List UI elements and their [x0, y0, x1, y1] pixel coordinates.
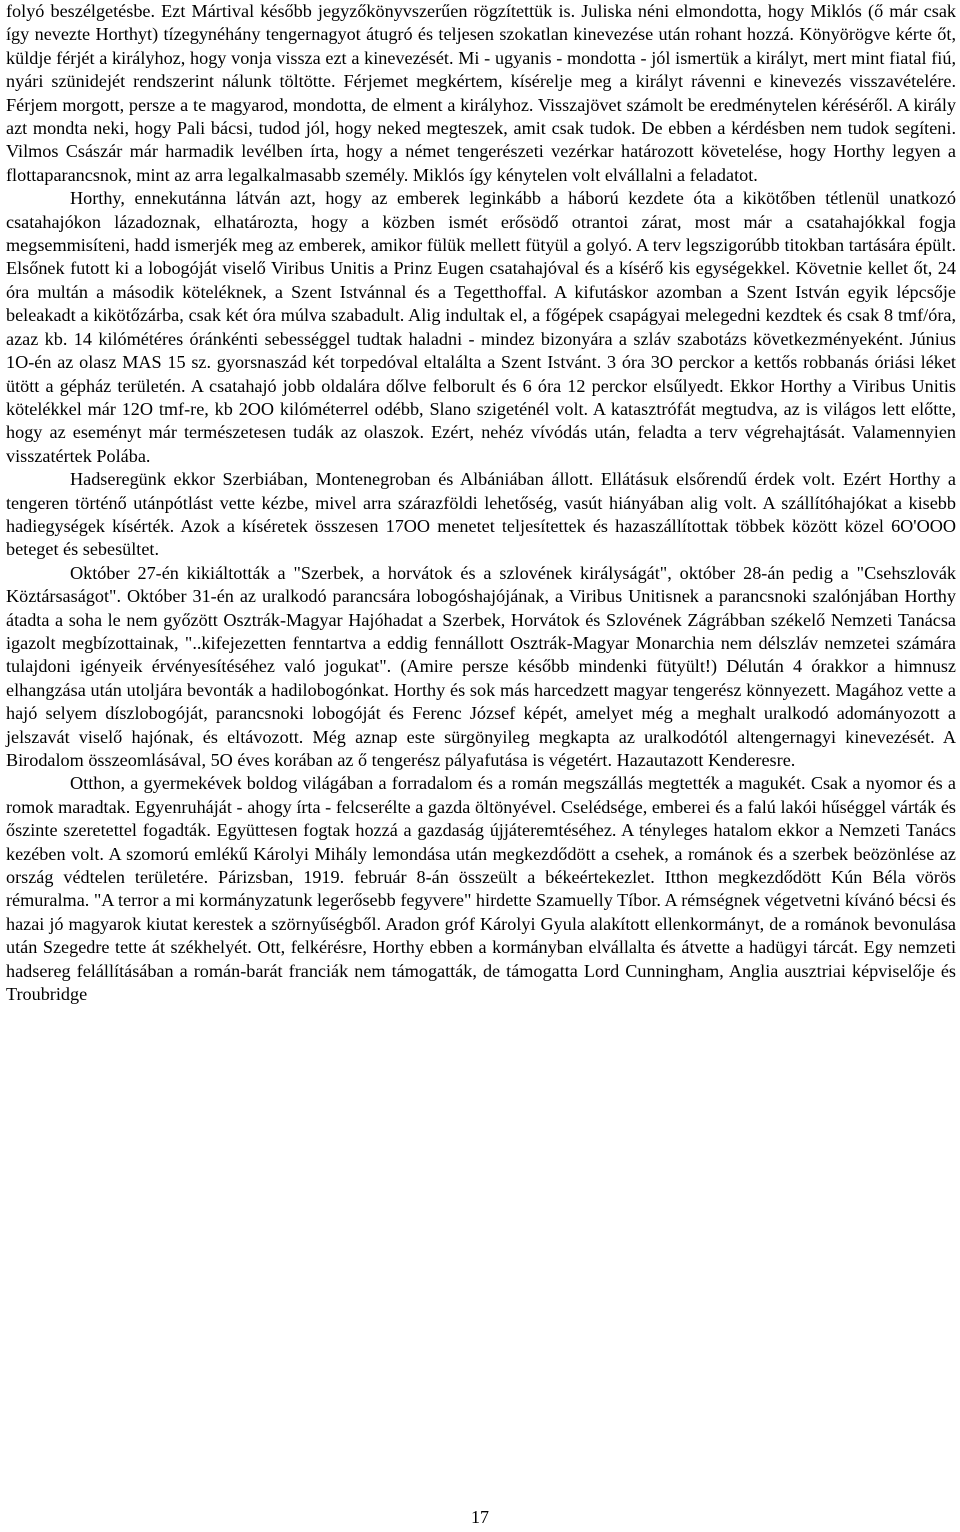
paragraph-3: Hadseregünk ekkor Szerbiában, Montenegroban és Albániában állott. Ellátásuk elsőrendű érdek volt. Ezért Horthy a tengeren történő utánpótlást vette kézbe, mivel arra szárazföldi lehetőség, vasút hiányában alig volt. A szállítóhajókat a kisebb hadiegységek kísérték. Azok a kíséretek összesen 17OO menetet teljesítettek és hazaszállítottak többek között közel 6O'OOO beteget és sebesültet.	[6, 469, 956, 560]
paragraph-2: Horthy, ennekutánna látván azt, hogy az emberek leginkább a háború kezdete óta a kikötőben tétlenül unatkozó csatahajókon lázadoznak, elhatározta, hogy a közben ismét erősödő otrantoi zárat, most már a csatahajókkal fogja megsemmisíteni, hadd ismerjék meg az emberek, amikor fülük mellett fütyül a golyó. A terv legszigorúbb titokban tartására épült. Elsőnek futott ki a lobogóját viselő Viribus Unitis a Prinz Eugen csatahajóval és a kísérő kis egységekkel. Követnie kellet őt, 24 óra multán a második köteléknek, a Szent Istvánnal és a Tegetthoffal. A kifutáskor azomban a Szent István egyik lépcsője beleakadt a kikötőzárba, csak két óra múlva szabadult. Alig indultak el, a főgépek csapágyai melegedni kezdtek és csak 8 tmf/óra, azaz kb. 14 kilómétéres óránkénti sebességgel tudtak haladni - mindez bizonyára a szláv szabotázs következményeként. Június 1O-én az olasz MAS 15 sz. gyorsnaszád két torpedóval eltalálta a Szent Istvánt. 3 óra 3O perckor a kettős robbanás óriási léket ütött a gépház területén. A csatahajó jobb oldalára dőlve felborult és 6 óra 12 perckor elsűlyedt. Ekkor Horthy a Viribus Unitis kötelékkel már 12O tmf-re, kb 2OO kilóméterrel odébb, Slano szigeténél volt. A katasztrófát megtudva, az is világos lett előtte, hogy az eseményt már természetesen tudák az olaszok. Ezért, nehéz vívódás után, feladta a terv végrehajtását. Valamennyien visszatértek Polába.	[6, 188, 956, 466]
paragraph-4: Október 27-én kikiáltották a "Szerbek, a horvátok és a szlovének királyságát", október 28-án pedig a "Csehszlovák Köztársaságot". Október 31-én az uralkodó parancsára lobogóshajójának, a Viribus Unitisnek a parancsnoki szalónjában Horthy átadta a soha le nem győzött Osztrák-Magyar Hajóhadat a Szerbek, Horvátok és Szlovének Zágrábban székelő Nemzeti Tanácsa igazolt megbízottainak, "..kifejezetten fenntartva a eddig fennállott Osztrák-Magyar Monarchia nem délszláv nemzetei számára tulajdoni igényeik érvényesítéséhez való jogukat". (Amire persze később mindenki fütyült!) Délután 4 órakkor a himnusz elhangzása után utoljára bevonták a hadilobogónkat. Horthy és sok más harcedzett magyar tengerész könnyezett. Magához vette a hajó selyem díszlobogóját, parancsnoki lobogóját és Ferenc József képét, amelyet még a meghalt uralkodó adományozott a jelszavát viselő hajónak, és eltávozott. Még aznap este sürgönyileg megkapta az uralkodótól altengernagyi kinevezését. A Birodalom összeomlásával, 5O éves korában az ő tengerész pályafutása is végetért. Hazautazott Kenderesre.	[6, 562, 956, 770]
paragraph-1: folyó beszélgetésbe. Ezt Mártival később jegyzőkönyvszerűen rögzítettük is. Juliska néni elmondotta, hogy Miklós (ő már csak így nevezte Horthyt) tízegynéhány tengernagyot átugró és teljesen szokatlan kinevezése után rohant hozzá. Könyörögve kérte őt, küldje férjét a királyhoz, hogy vonja vissza ezt a kinevezését. Mi - ugyanis - mondotta - jól ismertük a királyt, mert mint fiatal fiú, nyári szünidejét rendszerint nálunk töltötte. Férjemet megkértem, kísérelje meg a királyt rávenni e kinevezés visszavételére. Férjem morgott, persze a te magyarod, mondotta, de elment a királyhoz. Visszajövet számolt be eredménytelen kéréséről. A király azt mondta neki, hogy Pali bácsi, tudod jól, hogy neked megteszek, amit csak tudok. De ebben a kérdésben nem tudok segíteni. Vilmos Császár már harmadik levélben írta, hogy a német tengerészeti vezérkar határozott követelése, hogy Horthy legyen a flottaparancsnok, mint az arra legalkalmasabb személy. Miklós így kénytelen volt elvállalni a feladatot.	[6, 1, 956, 185]
page-number: 17	[471, 1507, 489, 1527]
paragraph-5: Otthon, a gyermekévek boldog világában a forradalom és a román megszállás megtették a magukét. Csak a nyomor és a romok maradtak. Egyenruháját - ahogy írta - felcserélte a gazda öltönyével. Cselédsége, emberei és a falú lakói hűséggel várták és őszinte szeretettel fogadták. Együttesen fogtak hozzá a gazdaság újjáteremtéséhez. A tényleges hatalom ekkor a Nemzeti Tanács kezében volt. A szomorú emlékű Károlyi Mihály lemondása után megkezdődött a csehek, a románok és a szerbek beözönlése az ország védtelen területére. Párizsban, 1919. február 8-án összeült a békeértekezlet. Itthon megkezdődött Kún Béla vörös rémuralma. "A terror a mi kormányzatunk legerősebb fegyvere" hirdette Szamuelly Tíbor. A rémségnek végetvetni kívánó bécsi és hazai jó magyarok kiutat kerestek a szörnyűségből. Aradon gróf Károlyi Gyula alakított ellenkormányt, de a románok bevonulása után Szegedre tette át székhelyét. Ott, felkérésre, Horthy ebben a kormányban elvállalta és átvette a hadügyi tárcát. Egy nemzeti hadsereg felállításában a román-barát franciák nem támogatták, de támogatta Lord Cunningham, Anglia ausztriai képviselője és Troubridge	[6, 773, 956, 1005]
document-page	[6, 0, 956, 1006]
